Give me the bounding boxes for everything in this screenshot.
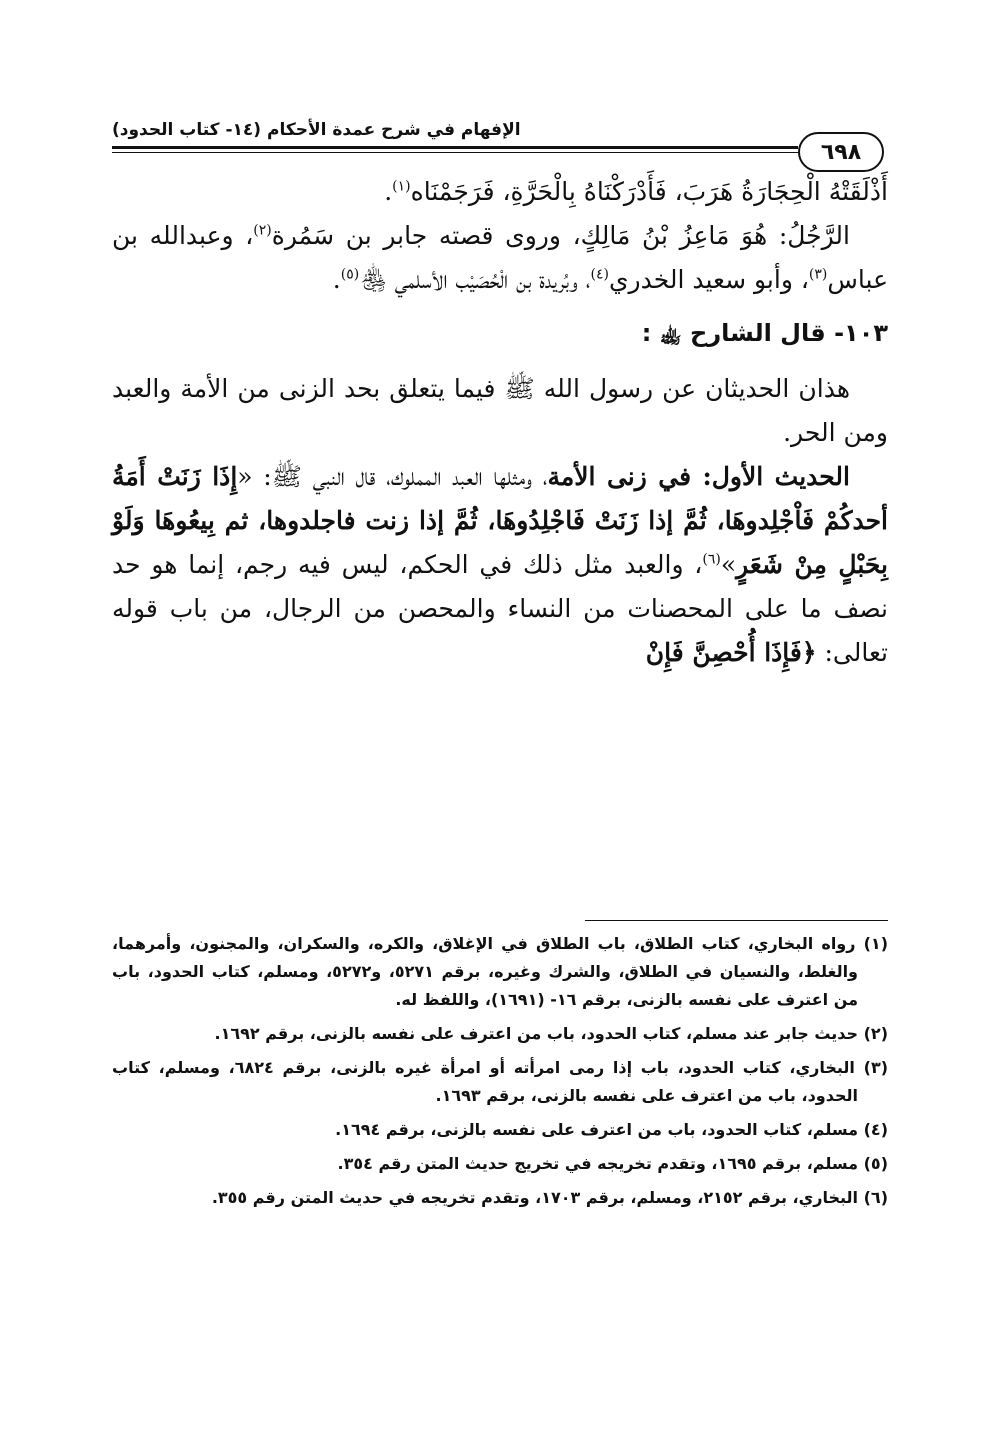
text-run: ، وبُريدة بن الْحُصَيْب الأسلمي ﵃ [359, 265, 591, 294]
main-text [112, 170, 888, 675]
quote-close: » [720, 550, 737, 579]
footnote-6: (٦) البخاري، برقم ٢١٥٢، ومسلم، برقم ١٧٠٣، وتقدم تخريجه في حديث المتن رقم ٣٥٥. [211, 1188, 888, 1207]
punctuation: . [332, 265, 341, 294]
paragraph-4 [112, 455, 888, 675]
text-run: ، والعبد مثل ذلك في الحكم، ليس فيه رجم، إنما هو حد نصف ما على المحصنات من النساء والمحصن من الرجال، من باب قوله تعالى: [112, 550, 888, 667]
hadith-quote: إِذَا زَنَتْ أَمَةُ أحدكُمْ فَاْجْلِدوهَا، ثُمَّ إذا زَنَتْ فَاجْلِدُوهَا، ثُمَّ إذا زنت فاجلدوها، ثم بِيعُوهَا وَلَوْ بِحَبْلٍ مِنْ شَعَرٍ [112, 462, 888, 579]
header-rule-thin [112, 152, 798, 153]
footnote-ref[interactable]: (٣) [808, 266, 828, 283]
page-number: ٦٩٨ [798, 132, 884, 172]
footnote-ref[interactable]: (١) [392, 178, 411, 195]
paragraph-3: هذان الحديثان عن رسول الله ﷺ فيما يتعلق بحد الزنى من الأمة والعبد ومن الحر. [112, 374, 888, 447]
text-line: أَذْلَقَتْهُ الْحِجَارَةُ هَرَبَ، فَأَدْرَكْنَاهُ بِالْحَرَّةِ، فَرَجَمْنَاه [410, 177, 888, 206]
text-run: ، وأبو سعيد الخدري [608, 265, 809, 294]
paragraph-2 [112, 214, 888, 302]
text-run: الرَّجُلُ: هُوَ مَاعِزُ بْنُ مَالِكٍ، وروى قصته جابر بن سَمُرة [271, 221, 850, 250]
hadith-label: الحديث الأول: في زنى الأمة [547, 462, 850, 491]
footnotes [112, 930, 888, 1218]
text-run: ، ومثلها العبد المملوك، قال النبي ﷺ: « [237, 462, 548, 491]
footnote-ref[interactable]: (٢) [253, 222, 272, 239]
footnote-ref[interactable]: (٥) [340, 266, 360, 283]
footnote-ref[interactable]: (٤) [590, 266, 609, 283]
text-run: ، وعبدالله بن عباس [112, 221, 888, 294]
footnote-4: (٤) مسلم، كتاب الحدود، باب من اعترف على نفسه بالزنى، برقم ١٦٩٤. [335, 1120, 888, 1139]
footnote-2: (٢) حديث جابر عند مسلم، كتاب الحدود، باب من اعترف على نفسه بالزنى، برقم ١٦٩٢. [214, 1024, 888, 1043]
footnote-1: (١) رواه البخاري، كتاب الطلاق، باب الطلاق في الإغلاق، والكره، والسكران، والمجنون، وأمرهما، والغلط، والنسيان في الطلاق، والشرك وغيره، برقم ٥٢٧١، و٥٢٧٢، ومسلم، كتاب الحدود، باب من اعترف على نفسه بالزنى، برقم ١٦- (١٦٩١)، واللفظ له. [112, 934, 888, 1009]
section-heading: ١٠٣- قال الشارح ﵀ : [641, 319, 888, 347]
footnote-ref[interactable]: (٦) [702, 551, 721, 568]
running-title: الإفهام في شرح عمدة الأحكام (١٤- كتاب الحدود) [112, 120, 521, 140]
header-rule-thick [112, 146, 798, 149]
punctuation: . [384, 177, 393, 206]
footnote-separator [585, 920, 888, 921]
paragraph-1 [112, 170, 888, 214]
footnote-5: (٥) مسلم، برقم ١٦٩٥، وتقدم تخريجه في تخريج حديث المتن رقم ٣٥٤. [337, 1154, 888, 1173]
quran-verse: ﴿فَإِذَا أُحْصِنَّ فَإِنْ [645, 638, 817, 667]
footnote-3: (٣) البخاري، كتاب الحدود، باب إذا رمى امرأته أو امرأة غيره بالزنى، برقم ٦٨٢٤، ومسلم، كتاب الحدود، باب من اعترف على نفسه بالزنى، برقم ١٦٩٣. [112, 1058, 889, 1105]
